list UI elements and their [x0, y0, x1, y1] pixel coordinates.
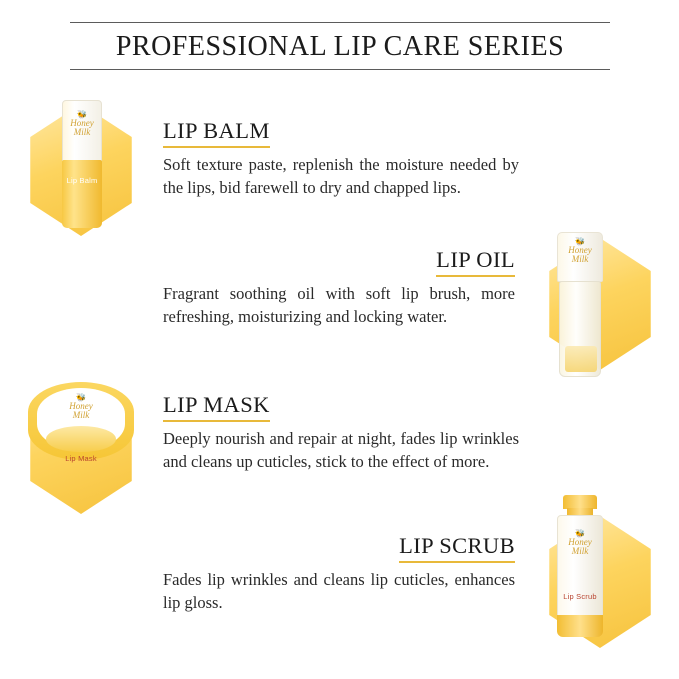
product-label-lip-mask: Lip Mask [65, 454, 97, 463]
brand-mark-lip-mask: 🐝 Honey Milk [28, 394, 134, 421]
lip-oil-body [559, 281, 601, 377]
section-body-lip-scrub: Fades lip wrinkles and cleans lip cuticles, enhances lip gloss. [163, 570, 515, 613]
section-body-lip-mask: Deeply nourish and repair at night, fades lip wrinkles and cleans up cuticles, stick to the effect of more. [163, 429, 519, 472]
brand-mark-lip-balm: 🐝 Honey Milk [63, 111, 101, 138]
lip-oil-liquid [565, 346, 597, 372]
brand-mark-lip-oil: 🐝 Honey Milk [558, 238, 602, 265]
section-title-lip-scrub: LIP SCRUB [399, 533, 515, 563]
section-title-lip-balm: LIP BALM [163, 118, 270, 148]
bee-icon: 🐝 [76, 393, 86, 402]
header-rule-bottom [70, 69, 610, 70]
product-image-lip-scrub [557, 495, 603, 641]
lip-oil-cap [557, 232, 603, 282]
brand-mark-lip-scrub: 🐝 Honey Milk [558, 530, 602, 557]
lip-scrub-foot [557, 615, 603, 637]
section-title-lip-mask: LIP MASK [163, 392, 270, 422]
lip-mask-jar-band [46, 426, 116, 452]
bee-icon: 🐝 [575, 529, 585, 538]
section-lip-oil [163, 247, 515, 329]
section-body-lip-oil: Fragrant soothing oil with soft lip brush, more refreshing, moisturizing and locking water. [163, 284, 515, 327]
header-rule-top [70, 22, 610, 23]
product-image-lip-mask [28, 382, 134, 462]
bee-icon: 🐝 [77, 110, 87, 119]
section-lip-mask [163, 392, 519, 474]
section-lip-balm [163, 118, 519, 200]
lip-balm-cap [62, 100, 102, 162]
product-label-lip-balm: Lip Balm [66, 176, 98, 185]
page-header [70, 22, 610, 70]
section-body-lip-balm: Soft texture paste, replenish the moisture needed by the lips, bid farewell to dry and chapped lips. [163, 155, 519, 198]
product-label-lip-scrub: Lip Scrub [563, 592, 597, 601]
page-title: PROFESSIONAL LIP CARE SERIES [115, 31, 565, 62]
product-image-lip-balm [62, 100, 102, 230]
lip-balm-body [62, 160, 102, 228]
section-title-lip-oil: LIP OIL [436, 247, 515, 277]
section-lip-scrub [163, 533, 515, 615]
product-image-lip-oil [557, 232, 603, 382]
lip-scrub-body [557, 515, 603, 627]
lip-scrub-cap [563, 495, 597, 509]
bee-icon: 🐝 [575, 237, 585, 246]
